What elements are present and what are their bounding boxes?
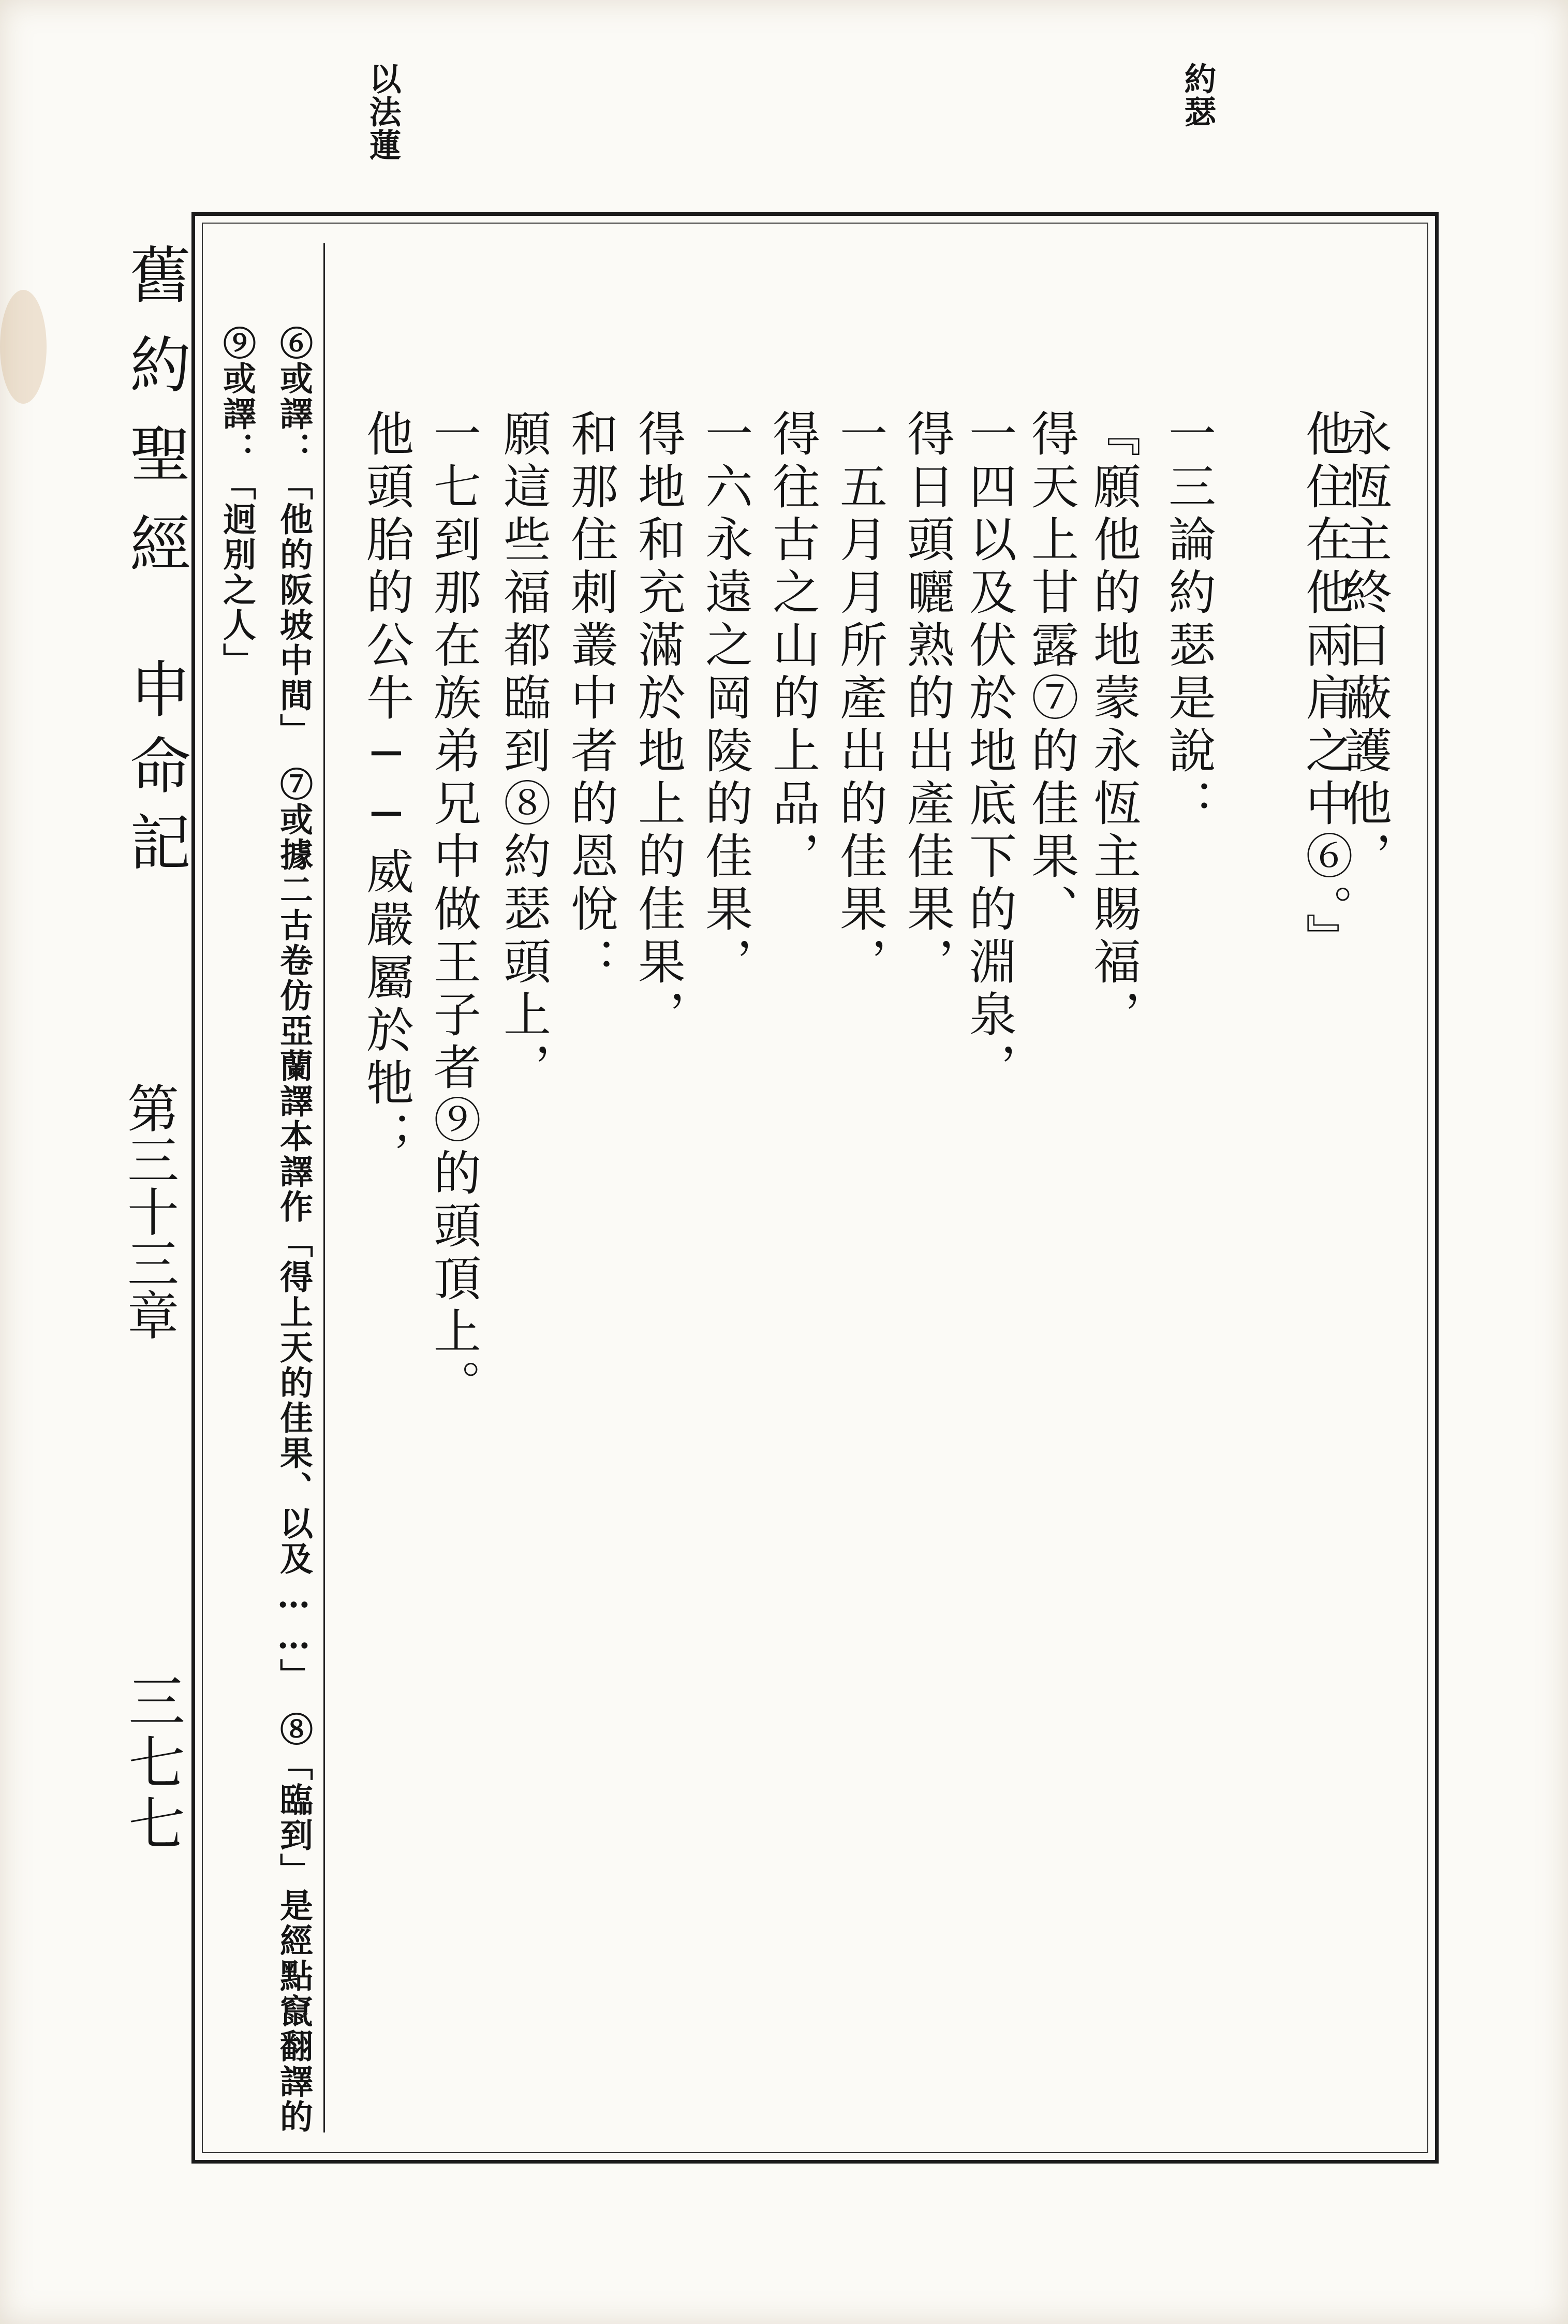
chapter-label: 第三十三章 [119, 1082, 179, 1341]
verse-line: 一三論約瑟是說： [1161, 409, 1216, 831]
verse-line: 得日頭曬熟的出產佳果， [899, 409, 955, 990]
verse-line: 得地和充滿於地上的佳果， [630, 409, 686, 1042]
page-number: 三七七 [119, 1672, 185, 1855]
verse-line: 得天上甘露⑦的佳果、 [1024, 409, 1079, 937]
verse-line: 和那住刺叢中者的恩悅： [563, 409, 618, 990]
verse-line: 願這些福都臨到⑧約瑟頭上， [496, 409, 551, 1095]
verse-line: 一六永遠之岡陵的佳果， [698, 409, 753, 990]
verse-line: 他住在他兩肩之中⑥。』 [1298, 409, 1353, 966]
verse-line: 一五月月所產出的佳果， [832, 409, 887, 990]
verse-line: 得往古之山的上品， [765, 409, 820, 884]
verse-line: 永恆主終日蔽護他， [1337, 409, 1392, 884]
section-title: 申命記 [120, 657, 191, 887]
verse-line: 一七到那在族弟兄中做王子者⑨的頭頂上。 [426, 409, 481, 1412]
book-title: 舊約聖經 [120, 243, 191, 601]
verse-line: 『願他的地蒙永恆主賜福， [1086, 409, 1141, 1042]
footnote-line: ⑥或譯：「他的阪坡中間」 ⑦或據二古卷仿亞蘭譯本譯作「得上天的佳果、以及……」 ⑧「臨到」是經點竄翻譯的 [274, 326, 313, 2135]
verse-line: 一四以及伏於地底下的淵泉， [961, 409, 1017, 1095]
running-head-right: 約瑟 [1179, 62, 1217, 128]
footnote-divider [323, 243, 325, 2132]
footnote-line: ⑨或譯：「迥別之人」 [217, 326, 256, 678]
running-head-left: 以法蓮 [364, 62, 402, 161]
paper-stain [0, 290, 47, 404]
verse-line: 他頭胎的公牛──威嚴屬於牠； [359, 409, 414, 1164]
